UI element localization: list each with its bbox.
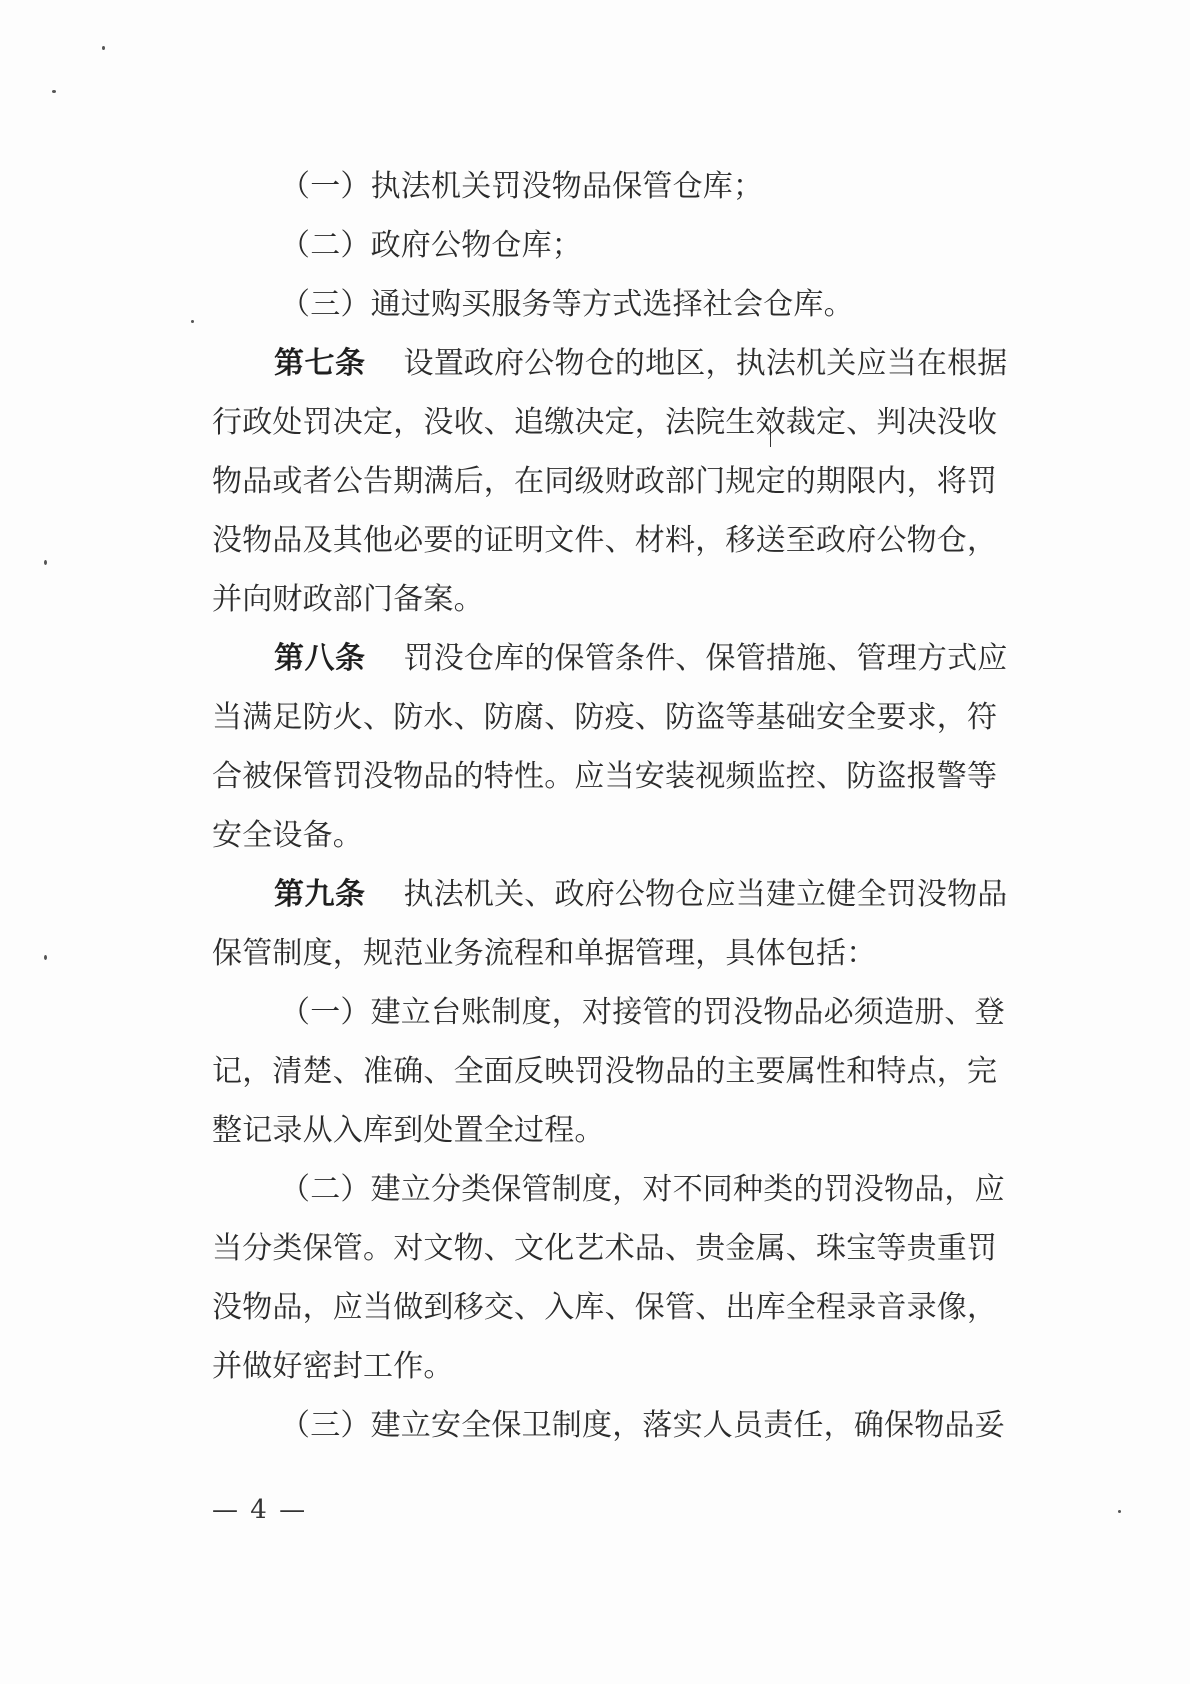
clause-line: （一）执法机关罚没物品保管仓库；: [280, 169, 764, 204]
item-1-line: 记，清楚、准确、全面反映罚没物品的主要属性和特点，完: [212, 1054, 998, 1089]
scan-speck: [191, 320, 194, 323]
document-body: [212, 157, 1008, 1455]
scan-speck: [1118, 1510, 1121, 1513]
article-8-line: 当满足防火、防水、防腐、防疫、防盗等基础安全要求，符: [212, 700, 998, 735]
article-7-line: 没物品及其他必要的证明文件、材料，移送至政府公物仓，: [212, 523, 998, 558]
article-7-label: 第七条: [274, 346, 366, 381]
clause-line: （二）政府公物仓库；: [280, 228, 582, 263]
article-7-text: 设置政府公物仓的地区，执法机关应当在根据: [403, 346, 1008, 381]
item-1-line: （一）建立台账制度，对接管的罚没物品必须造册、登: [280, 995, 1005, 1030]
article-7-first-line: [212, 334, 1008, 393]
clause-line: （三）通过购买服务等方式选择社会仓库。: [280, 287, 854, 322]
article-8-first-line: [212, 629, 1008, 688]
scan-speck: [44, 560, 47, 565]
article-9-label: 第九条: [274, 877, 366, 912]
article-8-line: 安全设备。: [212, 818, 363, 853]
article-9-first-line: [212, 865, 1008, 924]
article-8-label: 第八条: [274, 641, 366, 676]
item-1-line: 整记录从入库到处置全过程。: [212, 1113, 605, 1148]
item-2-line: 并做好密封工作。: [212, 1349, 454, 1384]
item-3-line: （三）建立安全保卫制度，落实人员责任，确保物品妥: [280, 1408, 1005, 1443]
scan-speck: [44, 955, 47, 960]
scan-speck: [52, 90, 56, 93]
item-2-line: （二）建立分类保管制度，对不同种类的罚没物品，应: [280, 1172, 1005, 1207]
article-7-line: 并向财政部门备案。: [212, 582, 484, 617]
article-7-line: 物品或者公告期满后，在同级财政部门规定的期限内，将罚: [212, 464, 998, 499]
article-8-line: 合被保管罚没物品的特性。应当安装视频监控、防盗报警等: [212, 759, 998, 794]
article-8-text: 罚没仓库的保管条件、保管措施、管理方式应: [403, 641, 1008, 676]
article-9-text: 执法机关、政府公物仓应当建立健全罚没物品: [403, 877, 1008, 912]
scan-speck: [102, 46, 105, 50]
item-2-line: 当分类保管。对文物、文化艺术品、贵金属、珠宝等贵重罚: [212, 1231, 998, 1266]
article-9-line: 保管制度，规范业务流程和单据管理，具体包括：: [212, 936, 877, 971]
page-number: — 4 —: [212, 1495, 308, 1525]
item-2-line: 没物品，应当做到移交、入库、保管、出库全程录音录像，: [212, 1290, 998, 1325]
article-7-line: 行政处罚决定，没收、追缴决定，法院生效裁定、判决没收: [212, 405, 998, 440]
